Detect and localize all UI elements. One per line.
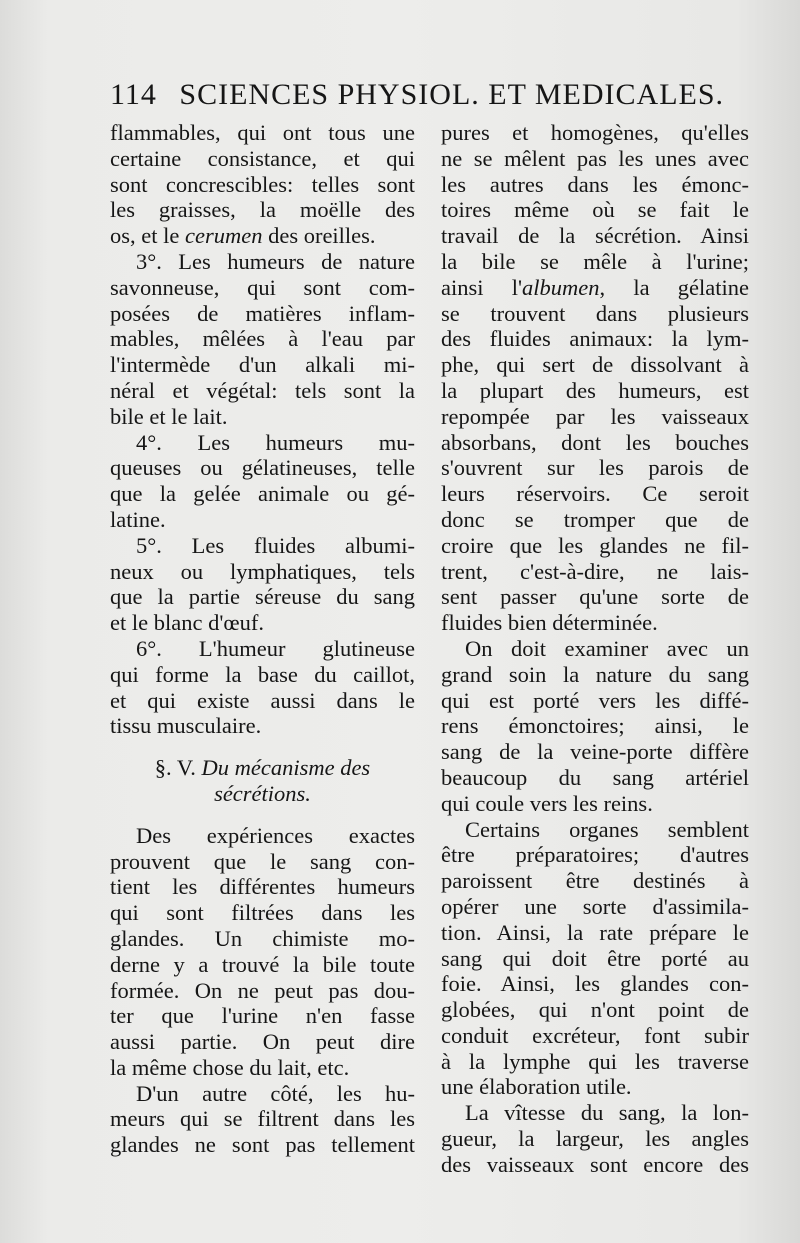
text-line: être préparatoires; d'autres [441,842,749,868]
text-line: aussi partie. On peut dire [110,1029,415,1055]
text-line: sang de la veine-porte diffère [441,739,749,765]
text-line: donc se tromper que de [441,506,749,532]
text-line: queuses ou gélatineuses, telle [110,455,415,481]
text-line: globées, qui n'ont point de [441,997,749,1023]
text-line: les autres dans les émonc- [441,171,749,197]
text-line: ter que l'urine n'en fasse [110,1003,415,1029]
text-line: qui coule vers les reins. [441,790,653,816]
text-line: bile et le lait. [110,403,228,429]
text-line: rens émonctoires; ainsi, le [441,713,749,739]
text-line: posées de matières inflam- [110,300,415,326]
text-line: Des expériences exactes [136,822,415,848]
text-line: que la gelée animale ou gé- [110,481,415,507]
text-line: une élaboration utile. [441,1074,632,1100]
text-line: meurs qui se filtrent dans les [110,1106,415,1132]
text-line: formée. On ne peut pas dou- [110,977,415,1003]
text-line: trent, c'est-à-dire, ne lais- [441,558,749,584]
section-heading [110,755,415,781]
text-line: et qui existe aussi dans le [110,687,415,713]
section-heading-cont [110,781,415,807]
text-line: neux ou lymphatiques, tels [110,558,415,584]
text-line: glandes ne sont pas tellement [110,1132,415,1158]
text-line: à la lymphe qui les traverse [441,1048,749,1074]
text-line: foie. Ainsi, les glandes con- [441,971,749,997]
text-line: se trouvent dans plusieurs [441,300,749,326]
text-line: tion. Ainsi, la rate prépare le [441,919,749,945]
text-line: sent passer qu'une sorte de [441,584,749,610]
spacer [110,807,415,823]
text-line: sang qui doit être porté au [441,945,749,971]
text-line: sont concrescibles: telles sont [110,171,415,197]
text-line: savonneuse, qui sont com- [110,274,415,300]
right-column [441,120,749,1178]
text-line: la plupart des humeurs, est [441,377,749,403]
running-header [110,78,725,118]
text-line: travail de la sécrétion. Ainsi [441,223,749,249]
text-line: glandes. Un chimiste mo- [110,925,415,951]
text-line: pures et homogènes, qu'elles [441,120,749,145]
text-line: tissu musculaire. [110,713,262,739]
text-line: certaine consistance, et qui [110,145,415,171]
text-line: les graisses, la moëlle des [110,197,415,223]
text-line: l'intermède d'un alkali mi- [110,352,415,378]
text-line: On doit examiner avec un [465,635,749,661]
header-title: SCIENCES PHYSIOL. ET MEDICALES. [179,78,725,111]
text-line: 3°. Les humeurs de nature [136,248,415,274]
italic-word: albumen [522,274,600,300]
text-line: repompée par les vaisseaux [441,403,749,429]
text-line: 6°. L'humeur glutineuse [136,635,415,661]
text-line: absorbans, dont les bouches [441,429,749,455]
text-line: qui forme la base du caillot, [110,661,415,687]
text-line: et le blanc d'œuf. [110,610,264,636]
text-line: s'ouvrent sur les parois de [441,455,749,481]
text-line: qui est porté vers les diffé- [441,687,749,713]
text-line: toires même où se fait le [441,197,749,223]
text-line: D'un autre côté, les hu- [136,1080,415,1106]
text-line: flammables, qui ont tous une [110,120,415,145]
text-line: 5°. Les fluides albumi- [136,532,415,558]
text-line: latine. [110,506,166,532]
text-line: néral et végétal: tels sont la [110,377,415,403]
text-line: mables, mêlées à l'eau par [110,326,415,352]
italic-word: cerumen [184,223,263,249]
text-line: grand soin la nature du sang [441,661,749,687]
text-line: la bile se mêle à l'urine; [441,248,749,274]
text-line: fluides bien déterminée. [441,610,658,636]
text-line: conduit excréteur, font subir [441,1022,749,1048]
section-title-line1: Du mécanisme des [201,755,371,781]
left-column [110,120,415,1158]
text-line: que la partie séreuse du sang [110,584,415,610]
spacer [110,739,415,755]
text-line: tient les différentes humeurs [110,874,415,900]
text-line: prouvent que le sang con- [110,848,415,874]
text-line: paroissent être destinés à [441,868,749,894]
text-line: leurs réservoirs. Ce seroit [441,481,749,507]
text-line: ainsi l'albumen, la gélatine [441,274,749,300]
text-line: derne y a trouvé la bile toute [110,951,415,977]
text-line: 4°. Les humeurs mu- [136,429,415,455]
text-line: ne se mêlent pas les unes avec [441,145,749,171]
section-title-line2: sécrétions. [214,780,311,806]
text-line: Certains organes semblent [465,816,749,842]
text-line: la même chose du lait, etc. [110,1054,350,1080]
text-line: des vaisseaux sont encore des [441,1151,749,1177]
page-number: 114 [110,78,157,111]
text-line: gueur, la largeur, les angles [441,1126,749,1152]
text-line: phe, qui sert de dissolvant à [441,352,749,378]
text-line: beaucoup du sang artériel [441,764,749,790]
text-line: des fluides animaux: la lym- [441,326,749,352]
text-line: os, et le cerumen des oreilles. [110,223,376,249]
text-line: croire que les glandes ne fil- [441,532,749,558]
text-line: La vîtesse du sang, la lon- [465,1100,749,1126]
text-line: opérer une sorte d'assimila- [441,893,749,919]
section-number: §. V. [154,755,196,781]
text-line: qui sont filtrées dans les [110,900,415,926]
